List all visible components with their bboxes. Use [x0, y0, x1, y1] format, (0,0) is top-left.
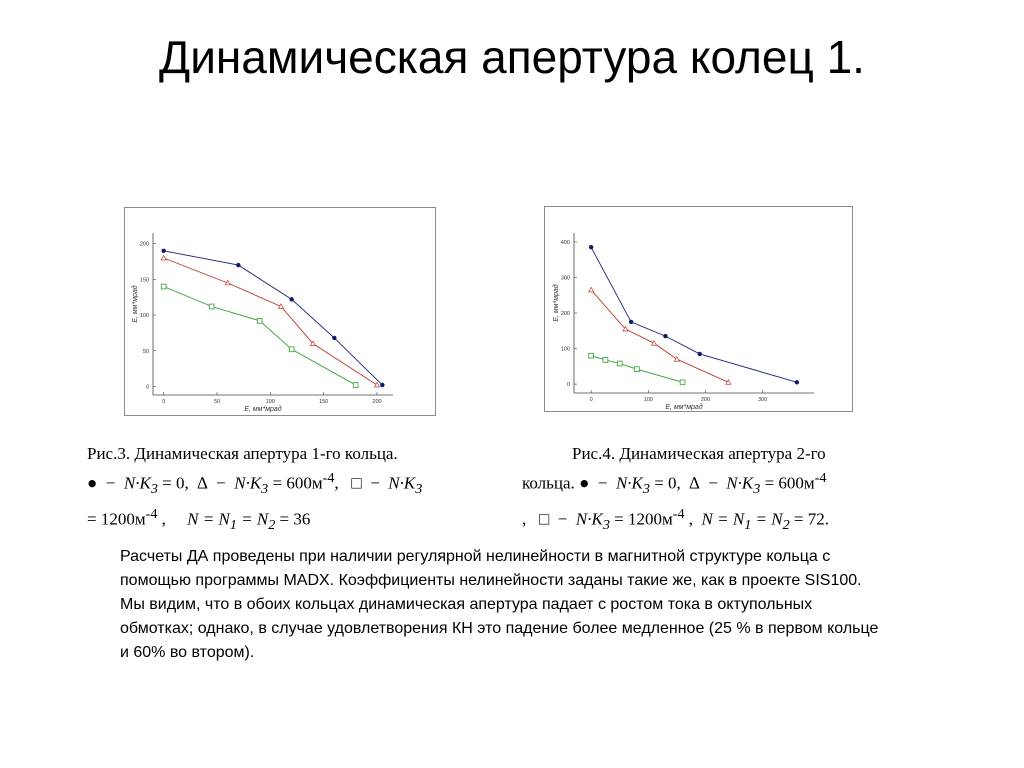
x-axis-label: E, мм*мрад — [244, 406, 282, 413]
exp: -4 — [145, 506, 158, 523]
data-point-triangle — [279, 304, 284, 309]
sub1: 1 — [744, 517, 752, 534]
x-tick-label: 50 — [213, 399, 221, 405]
data-point-dot — [161, 249, 165, 253]
n-label: N — [187, 509, 199, 529]
n1-label: = N — [198, 509, 230, 529]
data-point-triangle — [726, 380, 731, 385]
eq1200: = 1200м — [614, 509, 673, 529]
caption-fig4-legend — [522, 466, 902, 502]
data-point-square — [161, 284, 166, 289]
sub3: 3 — [150, 481, 158, 498]
y-tick-label: 100 — [560, 346, 570, 353]
y-tick-label: 0 — [566, 382, 570, 389]
y-tick-label: 0 — [145, 384, 149, 391]
x-axis-label: E, мм*мрад — [665, 404, 703, 411]
n-label: N — [701, 509, 713, 529]
comma: , — [161, 509, 166, 529]
eq0: = 0, — [157, 473, 189, 493]
nk3-label: N·K — [615, 473, 643, 493]
data-point-triangle — [375, 383, 380, 388]
n2-label: = N — [236, 509, 269, 529]
chart-ring1-frame — [124, 207, 436, 416]
n2-label: = N — [751, 509, 783, 529]
data-point-square — [603, 358, 608, 363]
series-line — [164, 258, 377, 385]
legend-dot-symbol: ● — [579, 473, 590, 493]
data-point-square — [617, 361, 622, 366]
data-point-dot — [332, 336, 336, 340]
data-point-dot — [236, 263, 240, 267]
sub3: 3 — [642, 481, 650, 498]
comma: , — [334, 473, 339, 493]
data-point-triangle — [161, 255, 166, 260]
eq600: = 600м — [268, 473, 323, 493]
sub3: 3 — [415, 481, 423, 498]
n1-label: = N — [712, 509, 745, 529]
dash: − — [597, 473, 608, 493]
data-point-dot — [289, 297, 293, 301]
y-tick-label: 200 — [560, 311, 570, 317]
series-line — [591, 290, 728, 382]
eq1200: = 1200м — [87, 509, 146, 529]
x-tick-label: 0 — [589, 397, 593, 403]
sub3: 3 — [261, 481, 269, 498]
caption-fig4-line3 — [522, 502, 902, 538]
data-point-dot — [698, 352, 702, 356]
y-axis-label: E, мм*мрад — [553, 284, 560, 322]
nk3-label: N·K — [726, 473, 754, 493]
comma: , — [688, 509, 694, 529]
data-point-square — [209, 304, 214, 309]
data-point-triangle — [674, 357, 679, 362]
body-paragraph: Расчеты ДА проведены при наличии регулярной нелинейности в магнитной структуре кольца с помощью программы MADX. Коэффициенты нелинейности заданы такие же, как в проекте SIS100. Мы видим, что в обоих кольцах динамическая апертура падает с ростом тока в октупольных обмотках; однако, в случае удовлетворения КН это падение более медленное (25 % в первом кольце и 60% во втором). — [120, 548, 879, 661]
data-point-dot — [380, 383, 384, 387]
y-tick-label: 50 — [142, 348, 149, 355]
y-tick-label: 100 — [139, 313, 149, 320]
n-value-72: = 72. — [789, 509, 830, 529]
data-point-square — [680, 380, 685, 385]
data-point-square — [289, 347, 294, 352]
x-tick-label: 200 — [700, 397, 711, 403]
data-point-dot — [629, 320, 633, 324]
nk3-label: N·K — [388, 473, 416, 493]
dash: − — [370, 473, 380, 493]
y-tick-label: 400 — [560, 239, 570, 246]
data-point-triangle — [589, 287, 594, 292]
legend-triangle-symbol: ∆ — [197, 473, 208, 493]
exp: -4 — [672, 506, 685, 523]
data-point-square — [589, 353, 594, 358]
sub3: 3 — [753, 481, 761, 498]
caption-fig3-legend — [87, 466, 487, 502]
legend-square-symbol: □ — [539, 509, 550, 529]
caption-fig3-title: Рис.3. Динамическая апертура 1-го кольца. — [87, 444, 398, 463]
dash: − — [708, 473, 718, 493]
dash: − — [216, 473, 226, 493]
x-tick-label: 150 — [319, 399, 329, 405]
legend-triangle-symbol: ∆ — [689, 473, 700, 493]
eq600: = 600м — [760, 473, 815, 493]
n-value-36: = 36 — [275, 509, 311, 529]
caption-fig4-title: Рис.4. Динамическая апертура 2-го — [572, 444, 826, 463]
caption-fig3 — [87, 441, 487, 538]
x-tick-label: 200 — [372, 399, 382, 405]
data-point-square — [353, 383, 358, 388]
x-tick-label: 300 — [757, 397, 768, 403]
kolca-word: кольца. — [522, 473, 575, 493]
x-tick-label: 100 — [643, 397, 653, 403]
sub1: 1 — [229, 517, 237, 534]
chart-ring1 — [125, 208, 435, 415]
legend-dot-symbol: ● — [87, 473, 98, 493]
exp: -4 — [322, 470, 335, 486]
slide-title: Динамическая апертура колец 1. — [159, 31, 865, 83]
y-tick-label: 150 — [139, 277, 149, 284]
eq0: = 0, — [649, 473, 681, 493]
data-point-square — [257, 318, 262, 323]
x-tick-label: 0 — [162, 399, 166, 405]
caption-fig4 — [522, 441, 902, 538]
y-tick-label: 200 — [139, 241, 149, 248]
data-point-dot — [589, 245, 593, 249]
y-tick-label: 300 — [560, 275, 570, 282]
chart-ring2 — [545, 207, 852, 411]
legend-square-symbol: □ — [351, 473, 362, 493]
x-tick-label: 100 — [265, 399, 275, 405]
nk3-label: N·K — [234, 473, 262, 493]
caption-fig3-line3 — [87, 502, 487, 538]
sub3: 3 — [602, 517, 610, 534]
sub2: 2 — [268, 517, 276, 534]
sub2: 2 — [782, 517, 790, 534]
data-point-dot — [663, 334, 667, 338]
nk3-label: N·K — [123, 473, 151, 493]
dash: − — [557, 509, 568, 529]
y-axis-label: E, мм*мрад — [132, 285, 139, 323]
comma: , — [522, 509, 527, 529]
data-point-dot — [795, 380, 799, 384]
chart-ring2-frame — [544, 206, 853, 412]
data-point-triangle — [652, 341, 657, 346]
series-line — [164, 287, 356, 386]
nk3-label: N·K — [575, 509, 603, 529]
exp: -4 — [814, 470, 827, 486]
data-point-square — [634, 367, 639, 372]
dash: − — [105, 473, 116, 493]
